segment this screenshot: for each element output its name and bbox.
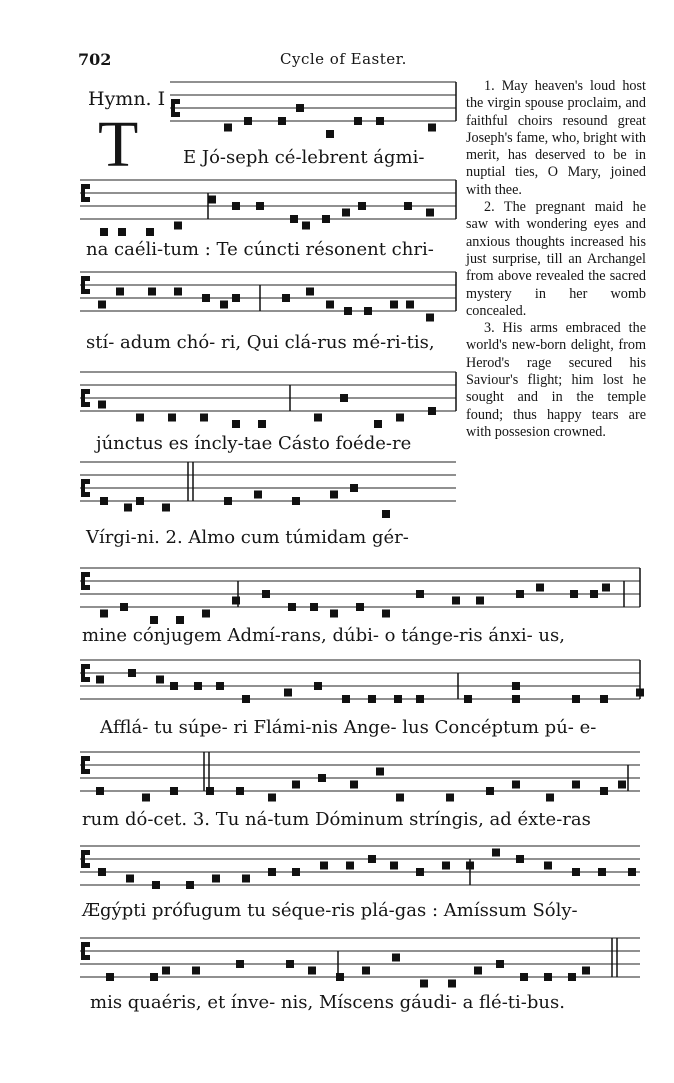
neume-note [186, 881, 194, 889]
do-clef-icon [85, 769, 90, 774]
neume-note [326, 301, 334, 309]
neume-note [390, 862, 398, 870]
neume-note [572, 695, 580, 703]
neume-note [146, 228, 154, 236]
neume-note [516, 855, 524, 863]
neume-note [202, 294, 210, 302]
neume-note [464, 695, 472, 703]
do-clef-icon [85, 863, 90, 868]
neume-note [308, 967, 316, 975]
do-clef-icon [81, 942, 85, 960]
neume-note [136, 414, 144, 422]
neume-note [98, 401, 106, 409]
neume-note [136, 497, 144, 505]
neume-note [100, 497, 108, 505]
lyric-line: júnctus es íncly-tae Cásto foéde-re [96, 433, 412, 454]
neume-note [162, 504, 170, 512]
lyric-line: E Jó-seph cé-lebrent ágmi- [183, 147, 425, 168]
neume-note [170, 682, 178, 690]
do-clef-icon [81, 479, 85, 497]
neume-note [262, 590, 270, 598]
neume-note [232, 420, 240, 428]
neume-note [200, 414, 208, 422]
neume-note [598, 868, 606, 876]
neume-note [192, 967, 200, 975]
neume-note [364, 307, 372, 315]
neume-note [354, 117, 362, 125]
do-clef-icon [81, 276, 85, 294]
neume-note [118, 228, 126, 236]
neume-note [600, 787, 608, 795]
lyric-line: mis quaéris, et ínve- nis, Míscens gáudi- a flé-ti-bus. [90, 992, 565, 1013]
do-clef-icon [85, 184, 90, 189]
neume-note [512, 682, 520, 690]
neume-note [224, 124, 232, 132]
neume-note [236, 787, 244, 795]
neume-note [96, 676, 104, 684]
neume-note [156, 676, 164, 684]
neume-note [376, 768, 384, 776]
neume-note [486, 787, 494, 795]
neume-note [342, 695, 350, 703]
neume-note [340, 394, 348, 402]
neume-note [428, 124, 436, 132]
do-clef-icon [81, 664, 85, 682]
neume-note [362, 967, 370, 975]
neume-note [268, 868, 276, 876]
neume-note [416, 590, 424, 598]
lyric-line: Afflá- tu súpe- ri Flámi-nis Ange- lus Concéptum pú- e- [100, 717, 597, 738]
neume-note [242, 875, 250, 883]
neume-note [310, 603, 318, 611]
neume-note [116, 288, 124, 296]
neume-note [286, 960, 294, 968]
neume-note [152, 881, 160, 889]
neume-note [290, 215, 298, 223]
neume-note [342, 209, 350, 217]
neume-note [358, 202, 366, 210]
neume-note [236, 960, 244, 968]
neume-note [98, 868, 106, 876]
neume-note [628, 868, 636, 876]
neume-note [242, 695, 250, 703]
neume-note [254, 491, 262, 499]
neume-note [150, 616, 158, 624]
do-clef-icon [85, 289, 90, 294]
neume-note [292, 868, 300, 876]
neume-note [446, 794, 454, 802]
do-clef-icon [85, 389, 90, 394]
neume-note [544, 862, 552, 870]
neume-note [202, 610, 210, 618]
neume-note [618, 781, 626, 789]
neume-note [224, 497, 232, 505]
neume-note [96, 787, 104, 795]
neume-note [216, 682, 224, 690]
neume-note [346, 862, 354, 870]
neume-note [600, 695, 608, 703]
page-number: 702 [78, 50, 112, 69]
neume-note [428, 407, 436, 415]
neume-note [232, 294, 240, 302]
neume-note [512, 781, 520, 789]
neume-note [292, 497, 300, 505]
neume-note [296, 104, 304, 112]
neume-note [148, 288, 156, 296]
neume-note [232, 202, 240, 210]
do-clef-icon [175, 99, 180, 104]
neume-note [390, 301, 398, 309]
neume-note [512, 695, 520, 703]
neume-note [318, 774, 326, 782]
neume-note [496, 960, 504, 968]
neume-note [98, 301, 106, 309]
neume-note [572, 868, 580, 876]
do-clef-icon [85, 572, 90, 577]
translation-stanza-3: 3. His arms embraced the world's new-born delight, from Herod's rage secured his Saviour's flight; him lost he sought and in the temple found; thus happy tears are with possesion crowned. [466, 320, 646, 440]
neume-note [570, 590, 578, 598]
neume-note [220, 301, 228, 309]
lyric-line: Vírgi-ni. 2. Almo cum túmidam gér- [86, 527, 409, 548]
neume-note [426, 314, 434, 322]
do-clef-icon [81, 572, 85, 590]
neume-note [284, 689, 292, 697]
do-clef-icon [85, 756, 90, 761]
neume-note [406, 301, 414, 309]
do-clef-icon [81, 389, 85, 407]
neume-note [350, 484, 358, 492]
do-clef-icon [171, 99, 175, 117]
neume-note [376, 117, 384, 125]
neume-note [288, 603, 296, 611]
neume-note [314, 414, 322, 422]
lyric-line: na caéli-tum : Te cúncti résonent chri- [86, 239, 434, 260]
do-clef-icon [85, 677, 90, 682]
neume-note [106, 973, 114, 981]
neume-note [544, 973, 552, 981]
neume-note [282, 294, 290, 302]
neume-note [568, 973, 576, 981]
neume-note [396, 794, 404, 802]
neume-note [176, 616, 184, 624]
running-title: Cycle of Easter. [280, 50, 407, 68]
neume-note [394, 695, 402, 703]
neume-note [244, 117, 252, 125]
neume-note [420, 980, 428, 988]
lyric-line: rum dó-cet. 3. Tu ná-tum Dóminum stríngis, ad éxte-ras [82, 809, 591, 830]
neume-note [416, 695, 424, 703]
neume-note [320, 862, 328, 870]
neume-note [590, 590, 598, 598]
do-clef-icon [85, 942, 90, 947]
do-clef-icon [85, 492, 90, 497]
neume-note [212, 875, 220, 883]
neume-note [128, 669, 136, 677]
neume-note [302, 222, 310, 230]
lyric-line: mine cónjugem Admí-rans, dúbi- o tánge-ris ánxi- us, [82, 625, 565, 646]
neume-note [368, 695, 376, 703]
neume-note [100, 610, 108, 618]
neume-note [452, 597, 460, 605]
do-clef-icon [85, 479, 90, 484]
neume-note [474, 967, 482, 975]
neume-note [356, 603, 364, 611]
neume-note [536, 584, 544, 592]
neume-note [336, 973, 344, 981]
neume-note [124, 504, 132, 512]
neume-note [382, 510, 390, 518]
neume-note [448, 980, 456, 988]
neume-note [426, 209, 434, 217]
neume-note [314, 682, 322, 690]
neume-note [170, 787, 178, 795]
neume-note [126, 875, 134, 883]
neume-note [572, 781, 580, 789]
neume-note [206, 787, 214, 795]
neume-note [374, 420, 382, 428]
neume-note [546, 794, 554, 802]
neume-note [442, 862, 450, 870]
neume-note [322, 215, 330, 223]
lyric-line: Ægýpti prófugum tu séque-ris plá-gas : Amíssum Sóly- [82, 900, 578, 921]
neume-note [168, 414, 176, 422]
neume-note [516, 590, 524, 598]
neume-note [194, 682, 202, 690]
neume-note [100, 228, 108, 236]
neume-note [278, 117, 286, 125]
neume-note [174, 222, 182, 230]
neume-note [208, 196, 216, 204]
neume-note [330, 491, 338, 499]
neume-note [344, 307, 352, 315]
neume-note [232, 597, 240, 605]
do-clef-icon [85, 955, 90, 960]
neume-note [174, 288, 182, 296]
translation-stanza-1: 1. May heaven's loud host the virgin spouse proclaim, and faithful choirs resound great Joseph's fame, who, bright with merit, has deserved to be in nuptial ties, O Mary, joined with thee. [466, 78, 646, 198]
neume-note [142, 794, 150, 802]
drop-cap: T [98, 108, 139, 181]
neume-note [392, 954, 400, 962]
do-clef-icon [81, 756, 85, 774]
lyric-line: stí- adum chó- ri, Qui clá-rus mé-ri-tis, [86, 332, 435, 353]
do-clef-icon [85, 276, 90, 281]
do-clef-icon [85, 197, 90, 202]
neume-note [150, 973, 158, 981]
translation-stanza-2: 2. The pregnant maid he saw with wondering eyes and anxious thoughts increased his just surprise, till an Archangel from above revealed the sacred mystery in her womb concealed. [466, 199, 646, 319]
neume-note [404, 202, 412, 210]
neume-note [326, 130, 334, 138]
do-clef-icon [81, 850, 85, 868]
translation-column [466, 78, 646, 441]
do-clef-icon [175, 112, 180, 117]
do-clef-icon [85, 850, 90, 855]
do-clef-icon [85, 402, 90, 407]
neume-note [416, 868, 424, 876]
neume-note [368, 855, 376, 863]
neume-note [382, 610, 390, 618]
neume-note [258, 420, 266, 428]
neume-note [162, 967, 170, 975]
neume-note [520, 973, 528, 981]
neume-note [268, 794, 276, 802]
do-clef-icon [81, 184, 85, 202]
neume-note [120, 603, 128, 611]
hymn-label: Hymn. I [88, 88, 166, 110]
do-clef-icon [85, 664, 90, 669]
neume-note [292, 781, 300, 789]
neume-note [306, 288, 314, 296]
neume-note [476, 597, 484, 605]
neume-note [330, 610, 338, 618]
neume-note [582, 967, 590, 975]
neume-note [492, 849, 500, 857]
do-clef-icon [85, 585, 90, 590]
neume-note [396, 414, 404, 422]
neume-note [256, 202, 264, 210]
neume-note [602, 584, 610, 592]
neume-note [350, 781, 358, 789]
